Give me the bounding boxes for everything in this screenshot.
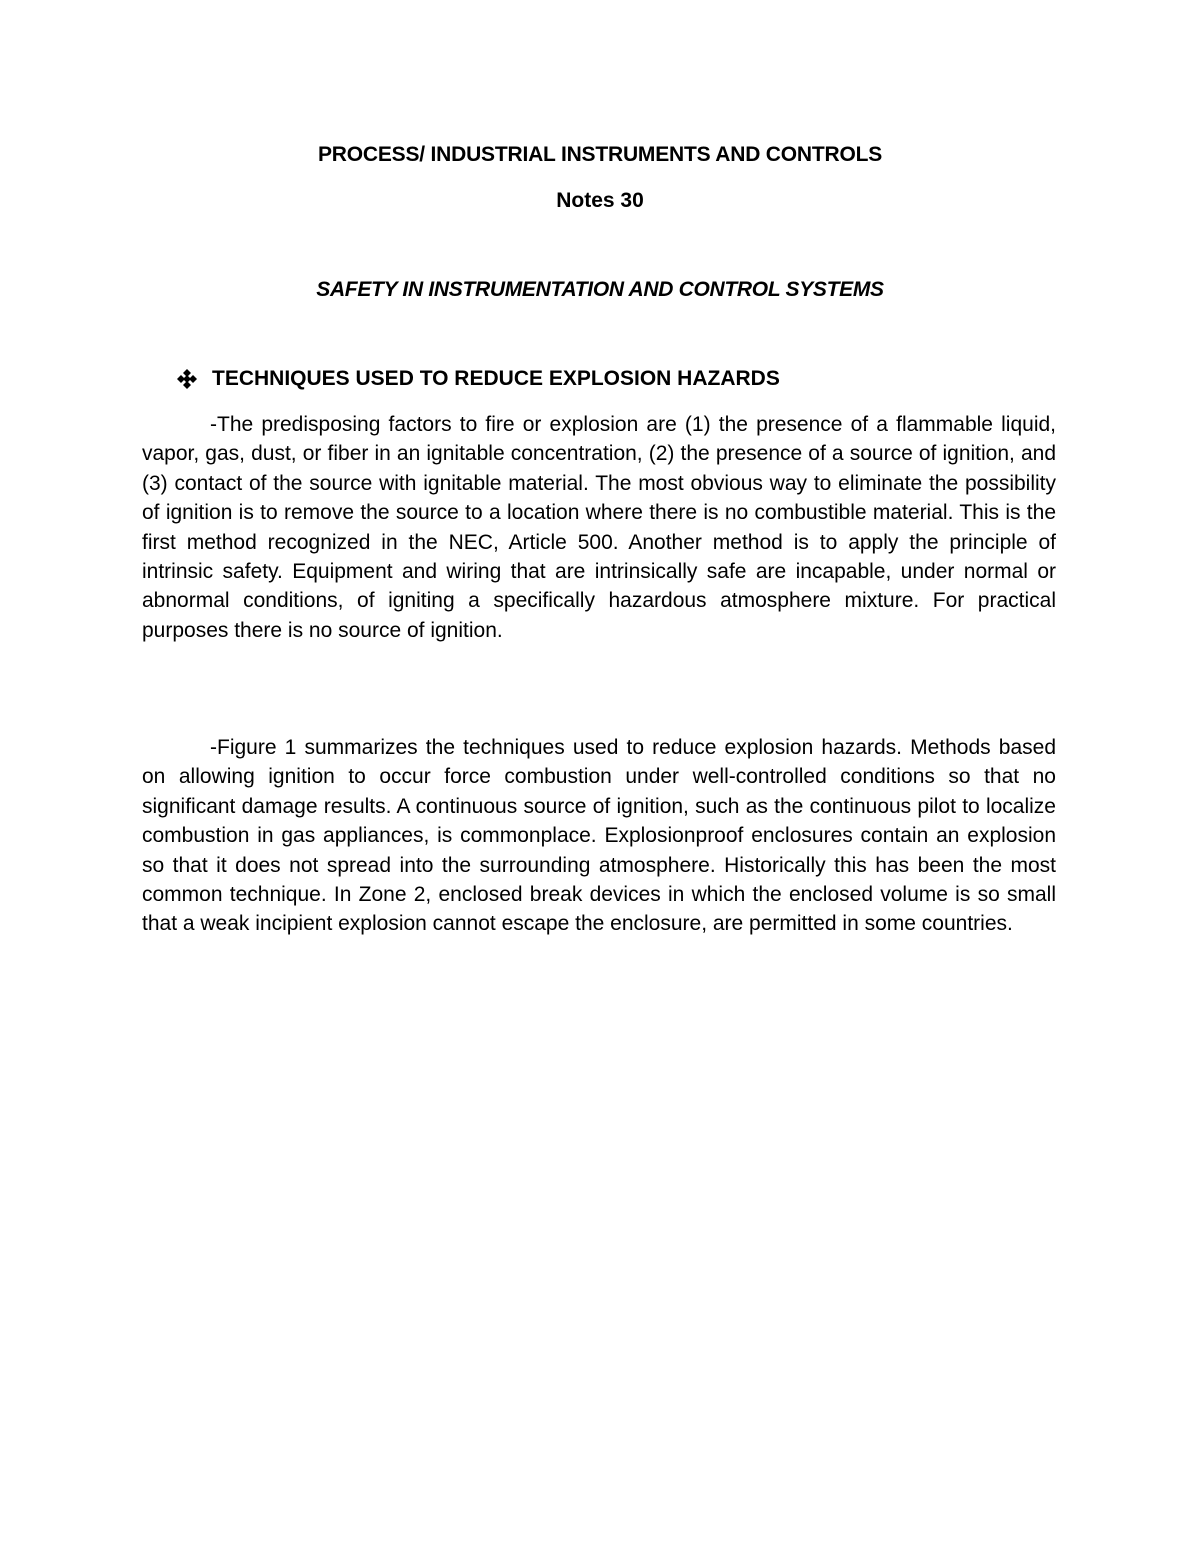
document-title: PROCESS/ INDUSTRIAL INSTRUMENTS AND CONTROLS <box>317 143 883 166</box>
diamond-bullet-icon <box>176 368 198 390</box>
section-heading-text: TECHNIQUES USED TO REDUCE EXPLOSION HAZARDS <box>212 367 780 390</box>
document-subtitle: Notes 30 <box>556 189 644 212</box>
paragraph-1: -The predisposing factors to fire or explosion are (1) the presence of a flammable liquid, vapor, gas, dust, or fiber in an ignitable concentration, (2) the presence of a source of ignition, and (3) contact of the source with ignitable material. The most obvious way to eliminate the possibility of ignition is to remove the source to a location where there is no combustible material. This is the first method recognized in the NEC, Article 500. Another method is to apply the principle of intrinsic safety. Equipment and wiring that are intrinsically safe are incapable, under normal or abnormal conditions, of igniting a specifically hazardous atmosphere mixture. For practical purposes there is no source of ignition. <box>142 413 1056 642</box>
section-title: SAFETY IN INSTRUMENTATION AND CONTROL SYSTEMS <box>316 278 884 301</box>
paragraph-2: -Figure 1 summarizes the techniques used to reduce explosion hazards. Methods based on allowing ignition to occur force combustion under well-controlled conditions so that no significant damage results. A continuous source of ignition, such as the continuous pilot to localize combustion in gas appliances, is commonplace. Explosionproof enclosures contain an explosion so that it does not spread into the surrounding atmosphere. Historically this has been the most common technique. In Zone 2, enclosed break devices in which the enclosed volume is so small that a weak incipient explosion cannot escape the enclosure, are permitted in some countries. <box>142 736 1056 936</box>
section-heading <box>176 367 1076 391</box>
